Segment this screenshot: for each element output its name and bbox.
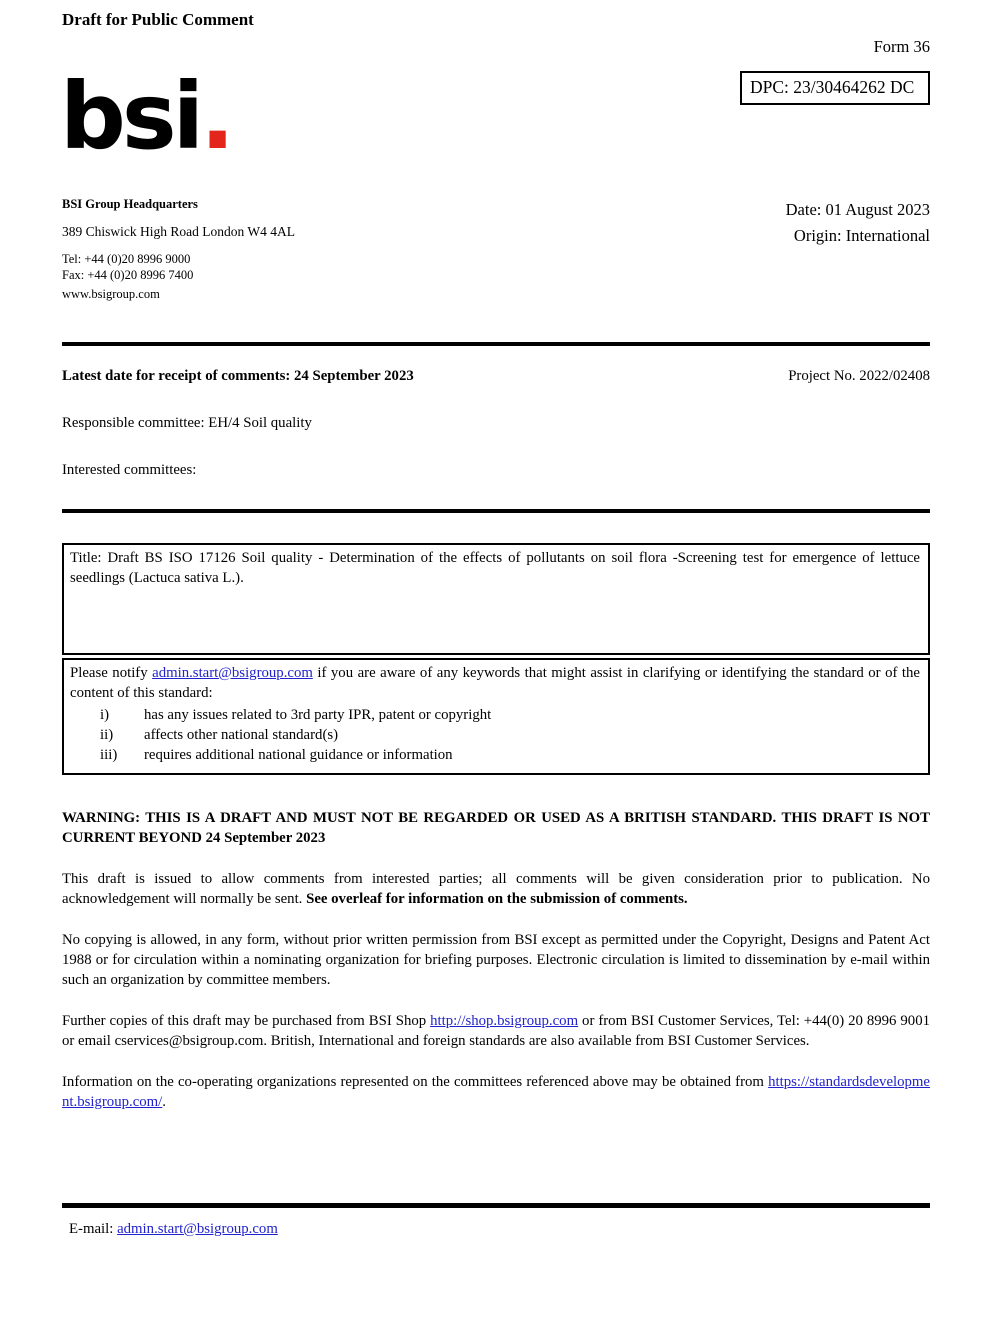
hq-website: www.bsigroup.com [62,286,160,301]
see-overleaf-bold-text: See overleaf for information on the submission of comments. [306,891,688,908]
notify-list [70,705,920,765]
list-item-numeral: iii) [100,746,118,763]
horizontal-rule-top [62,342,930,346]
warning-paragraph: WARNING: THIS IS A DRAFT AND MUST NOT BE REGARDED OR USED AS A BRITISH STANDARD. THIS DRAFT IS NOT CURRENT BEYOND 24 September 2023 [62,810,930,847]
cooperating-orgs-pre-text: Information on the co-operating organizations represented on the committees referenced above may be obtained from [62,1073,769,1090]
further-copies-pre-text: Further copies of this draft may be purchased from BSI Shop [62,1012,431,1029]
bsi-logo [60,63,232,170]
cooperating-orgs-paragraph [62,1072,930,1113]
hq-address-block [62,197,295,302]
origin-label: Origin: International [793,225,930,245]
no-copying-paragraph: No copying is allowed, in any form, without prior written permission from BSI except as permitted under the Copyright, Designs and Patent Act 1988 or for circulation within a nominating organization for briefing purposes. Electronic circulation is limited to dissemination by e-mail within such an organization by committee members. [62,931,930,989]
further-copies-paragraph [62,1011,930,1052]
footer-email-line [62,1221,930,1238]
hq-telephone: Tel: +44 (0)20 8996 9000 [62,252,191,266]
list-item [70,705,920,725]
list-item-text: requires additional national guidance or information [144,746,453,763]
notify-post-link-text: if you are aware of any keywords that might assist in clarifying or identifying the standard or of the content of this standard: [70,664,920,701]
email-label: E-mail: [69,1220,118,1237]
footer-email-link[interactable]: admin.start@bsigroup.com [117,1220,278,1237]
latest-date-for-comments: Latest date for receipt of comments: 24 September 2023 [62,367,414,384]
bsi-logo-text: bsi [60,63,201,170]
dpc-number-box: DPC: 23/30464262 DC [740,71,930,105]
title-box [62,543,930,655]
form-number-label: Form 36 [873,37,930,56]
date-label: Date: 01 August 2023 [785,200,930,219]
notify-pre-link-text: Please notify [70,664,153,681]
hq-street-address: 389 Chiswick High Road London W4 4AL [62,224,295,239]
notify-paragraph [70,663,920,703]
comments-paragraph [62,869,930,910]
project-number: Project No. 2022/02408 [788,367,930,384]
further-copies-post-text: or from BSI Customer Services, Tel: +44(0) 20 8996 9001 or email cservices@bsigroup.com. British, International and foreign standards are also available from BSI Customer Services. [62,1012,930,1050]
interested-committees: Interested committees: [62,461,197,478]
notify-box [62,658,930,776]
list-item [70,745,920,765]
notify-email-link[interactable]: admin.start@bsigroup.com [152,664,313,681]
horizontal-rule-middle [62,509,930,513]
draft-for-public-comment-label: Draft for Public Comment [62,10,254,29]
bsi-shop-link[interactable]: http://shop.bsigroup.com [430,1012,579,1029]
horizontal-rule-bottom [62,1203,930,1208]
list-item-text: affects other national standard(s) [144,726,339,743]
bsi-logo-red-dot: . [200,63,232,170]
responsible-committee: Responsible committee: EH/4 Soil quality [62,414,312,431]
standards-development-link[interactable]: https://standardsdevelopment.bsigroup.com/ [62,1073,930,1111]
list-item-numeral: i) [100,706,110,723]
hq-title: BSI Group Headquarters [62,197,198,211]
title-text: Title: Draft BS ISO 17126 Soil quality - Determination of the effects of pollutants on soil flora -Screening test for emergence of lettuce seedlings (Lactuca sativa L.). [70,549,920,586]
list-item-text: has any issues related to 3rd party IPR, patent or copyright [144,706,492,723]
cooperating-orgs-post-text: . [162,1094,166,1111]
comments-paragraph-text: This draft is issued to allow comments from interested parties; all comments will be given consideration prior to publication. No acknowledgement will normally be sent. [62,870,930,908]
date-origin-block [786,197,930,302]
list-item-numeral: ii) [100,726,114,743]
hq-fax: Fax: +44 (0)20 8996 7400 [62,268,194,283]
list-item [70,725,920,745]
